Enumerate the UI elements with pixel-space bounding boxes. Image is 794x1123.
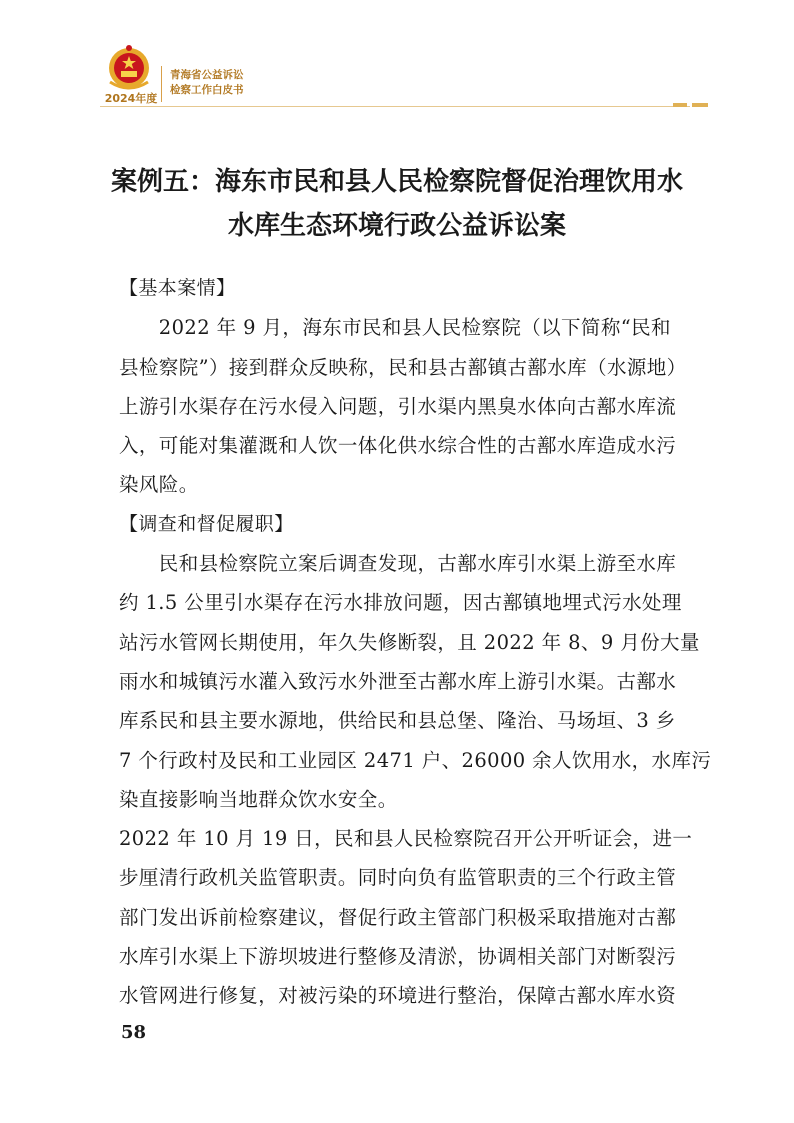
body-line: 部门发出诉前检察建议，督促行政主管部门积极采取措施对古鄯 bbox=[119, 905, 677, 929]
header-divider bbox=[161, 66, 162, 102]
body-line: 水库引水渠上下游坝坡进行整修及清淤，协调相关部门对断裂污 bbox=[119, 945, 677, 969]
header-accent-mark bbox=[673, 103, 687, 107]
section-heading-investigation: 【调查和督促履职】 bbox=[119, 512, 294, 535]
body-line: 库系民和县主要水源地，供给民和县总堡、隆治、马场垣、3 乡 bbox=[119, 709, 676, 733]
case-title-line1: 案例五：海东市民和县人民检察院督促治理饮用水 bbox=[110, 167, 683, 197]
body-line: 民和县检察院立案后调查发现，古鄯水库引水渠上游至水库 bbox=[119, 552, 677, 576]
case-title-line2: 水库生态环境行政公益诉讼案 bbox=[227, 211, 566, 241]
case-title bbox=[100, 160, 694, 248]
body-line: 步厘清行政机关监管职责。同时向负有监管职责的三个行政主管 bbox=[119, 866, 677, 890]
year-label: 2024年度 bbox=[104, 92, 158, 105]
header-accent-mark bbox=[692, 103, 708, 107]
header-title-line2: 检察工作白皮书 bbox=[170, 84, 244, 96]
body-line: 雨水和城镇污水灌入致污水外泄至古鄯水库上游引水渠。古鄯水 bbox=[119, 669, 677, 693]
body-line: 入，可能对集灌溉和人饮一体化供水综合性的古鄯水库造成水污 bbox=[119, 434, 677, 458]
header-title bbox=[170, 68, 244, 98]
body-line: 染直接影响当地群众饮水安全。 bbox=[119, 787, 398, 811]
procuratorate-emblem-icon bbox=[104, 44, 154, 90]
header-rule bbox=[100, 106, 690, 107]
body-text bbox=[119, 269, 712, 1016]
body-line: 7 个行政村及民和工业园区 2471 户、26000 余人饮用水，水库污 bbox=[119, 748, 712, 772]
body-line: 染风险。 bbox=[119, 473, 199, 497]
body-line: 水管网进行修复，对被污染的环境进行整治，保障古鄯水库水资 bbox=[119, 984, 677, 1008]
header-title-line1: 青海省公益诉讼 bbox=[170, 69, 244, 81]
body-line: 站污水管网长期使用，年久失修断裂，且 2022 年 8、9 月份大量 bbox=[119, 630, 700, 654]
body-line: 2022 年 9 月，海东市民和县人民检察院（以下简称“民和 bbox=[119, 316, 671, 340]
section-heading-basic-facts: 【基本案情】 bbox=[119, 277, 236, 299]
page-number: 58 bbox=[121, 1022, 147, 1043]
body-line: 约 1.5 公里引水渠存在污水排放问题，因古鄯镇地埋式污水处理 bbox=[119, 591, 682, 615]
body-line: 县检察院”）接到群众反映称，民和县古鄯镇古鄯水库（水源地） bbox=[119, 355, 687, 379]
page-header bbox=[0, 0, 794, 120]
body-line: 上游引水渠存在污水侵入问题，引水渠内黑臭水体向古鄯水库流 bbox=[119, 394, 677, 418]
body-line: 2022 年 10 月 19 日，民和县人民检察院召开公开听证会，进一 bbox=[119, 827, 693, 851]
